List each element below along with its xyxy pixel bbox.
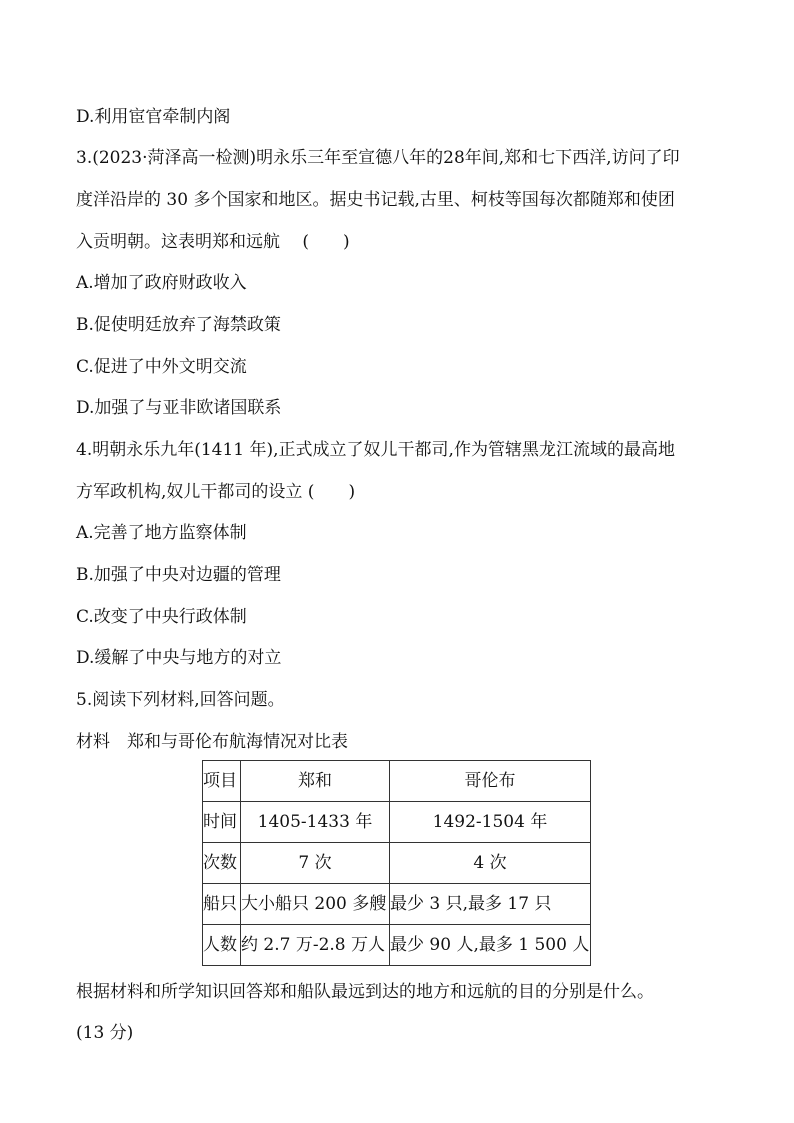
- table-cell: 大小船只 200 多艘: [241, 884, 390, 925]
- option-4d: D.缓解了中央与地方的对立: [76, 648, 282, 668]
- option-4a: A.完善了地方监察体制: [76, 523, 247, 543]
- question-5-intro: 5.阅读下列材料,回答问题。: [76, 690, 285, 710]
- table-cell: 4 次: [390, 843, 591, 884]
- table-cell: 次数: [203, 843, 241, 884]
- question-5-score: (13 分): [76, 1023, 134, 1043]
- table-row: [203, 925, 591, 966]
- question-5-prompt: 根据材料和所学知识回答郑和船队最远到达的地方和远航的目的分别是什么。: [76, 982, 654, 1002]
- table-cell: 最少 3 只,最多 17 只: [390, 884, 591, 925]
- table-row: [203, 802, 591, 843]
- option-3c: C.促进了中外文明交流: [76, 357, 247, 377]
- option-3d: D.加强了与亚非欧诸国联系: [76, 398, 282, 418]
- table-cell: 人数: [203, 925, 241, 966]
- option-4c: C.改变了中央行政体制: [76, 607, 247, 627]
- option-3a: A.增加了政府财政收入: [76, 273, 247, 293]
- table-cell: 最少 90 人,最多 1 500 人: [390, 925, 591, 966]
- table-cell: 约 2.7 万-2.8 万人: [241, 925, 390, 966]
- question-3-line-1: 3.(2023·菏泽高一检测)明永乐三年至宣德八年的28年间,郑和七下西洋,访问了印: [76, 148, 680, 168]
- option-2d: D.利用宦官牵制内阁: [76, 107, 231, 127]
- table-row: [203, 884, 591, 925]
- question-4-line-2: 方军政机构,奴儿干都司的设立 ( ): [76, 482, 356, 502]
- question-3-line-2: 度洋沿岸的 30 多个国家和地区。据史书记载,古里、柯枝等国每次都随郑和使团: [76, 190, 675, 210]
- table-header-cell: 哥伦布: [390, 761, 591, 802]
- question-4-line-1: 4.明朝永乐九年(1411 年),正式成立了奴儿干都司,作为管辖黑龙江流域的最高地: [76, 440, 675, 460]
- option-3b: B.促使明廷放弃了海禁政策: [76, 315, 281, 335]
- table-header-row: [203, 761, 591, 802]
- table-cell: 7 次: [241, 843, 390, 884]
- table-header-cell: 郑和: [241, 761, 390, 802]
- question-3-line-3: 入贡明朝。这表明郑和远航 ( ): [76, 232, 350, 252]
- material-caption: 材料 郑和与哥伦布航海情况对比表: [76, 732, 348, 752]
- table-cell: 1492-1504 年: [390, 802, 591, 843]
- table-row: [203, 843, 591, 884]
- table-cell: 船只: [203, 884, 241, 925]
- option-4b: B.加强了中央对边疆的管理: [76, 565, 281, 585]
- table-cell: 1405-1433 年: [241, 802, 390, 843]
- table-header-cell: 项目: [203, 761, 241, 802]
- comparison-table: [202, 760, 591, 966]
- table-cell: 时间: [203, 802, 241, 843]
